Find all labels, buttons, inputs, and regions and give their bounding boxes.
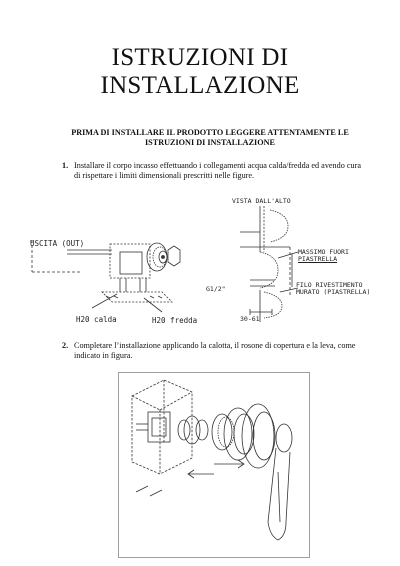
title-line-2: INSTALLAZIONE bbox=[100, 72, 300, 99]
label-filo-line-1: FILO RIVESTIMENTO bbox=[296, 281, 363, 289]
top-view-drawing bbox=[200, 192, 380, 332]
intro-warning: PRIMA DI INSTALLARE IL PRODOTTO LEGGERE ATTENTAMENTE LE ISTRUZIONI DI INSTALLAZIONE bbox=[71, 128, 349, 147]
label-uscita: USCITA (OUT) bbox=[30, 239, 85, 248]
page-title bbox=[0, 44, 400, 100]
label-range: 30-61 bbox=[240, 315, 260, 323]
label-g12: G1/2" bbox=[206, 285, 226, 293]
step-1-number: 1. bbox=[62, 161, 69, 170]
figure-assembly bbox=[118, 372, 310, 558]
label-h2o-calda: H20 calda bbox=[76, 315, 117, 324]
figure-dimensions bbox=[200, 192, 380, 332]
label-massimo-line-2: PIASTRELLA bbox=[298, 255, 338, 263]
step-2-number: 2. bbox=[62, 341, 69, 350]
step-2-text: Completare l’installazione applicando la calotta, il rosone di copertura e la leva, come indicato in figura. bbox=[74, 341, 356, 360]
label-h2o-fredda: H20 fredda bbox=[152, 316, 198, 325]
title-line-1: ISTRUZIONI DI bbox=[111, 44, 289, 71]
label-vista-alto: VISTA DALL'ALTO bbox=[232, 197, 291, 205]
label-filo-line-2: MURATO (PIASTRELLA) bbox=[296, 288, 371, 296]
step-1-text: Installare il corpo incasso effettuando i collegamenti acqua calda/fredda ed avendo cura di rispettare i limiti dimensionali prescritti nelle figure. bbox=[74, 161, 361, 180]
label-massimo-line-1: MASSIMO FUORI bbox=[298, 248, 349, 256]
figure-connections bbox=[22, 232, 207, 332]
exploded-assembly-drawing bbox=[118, 372, 310, 558]
